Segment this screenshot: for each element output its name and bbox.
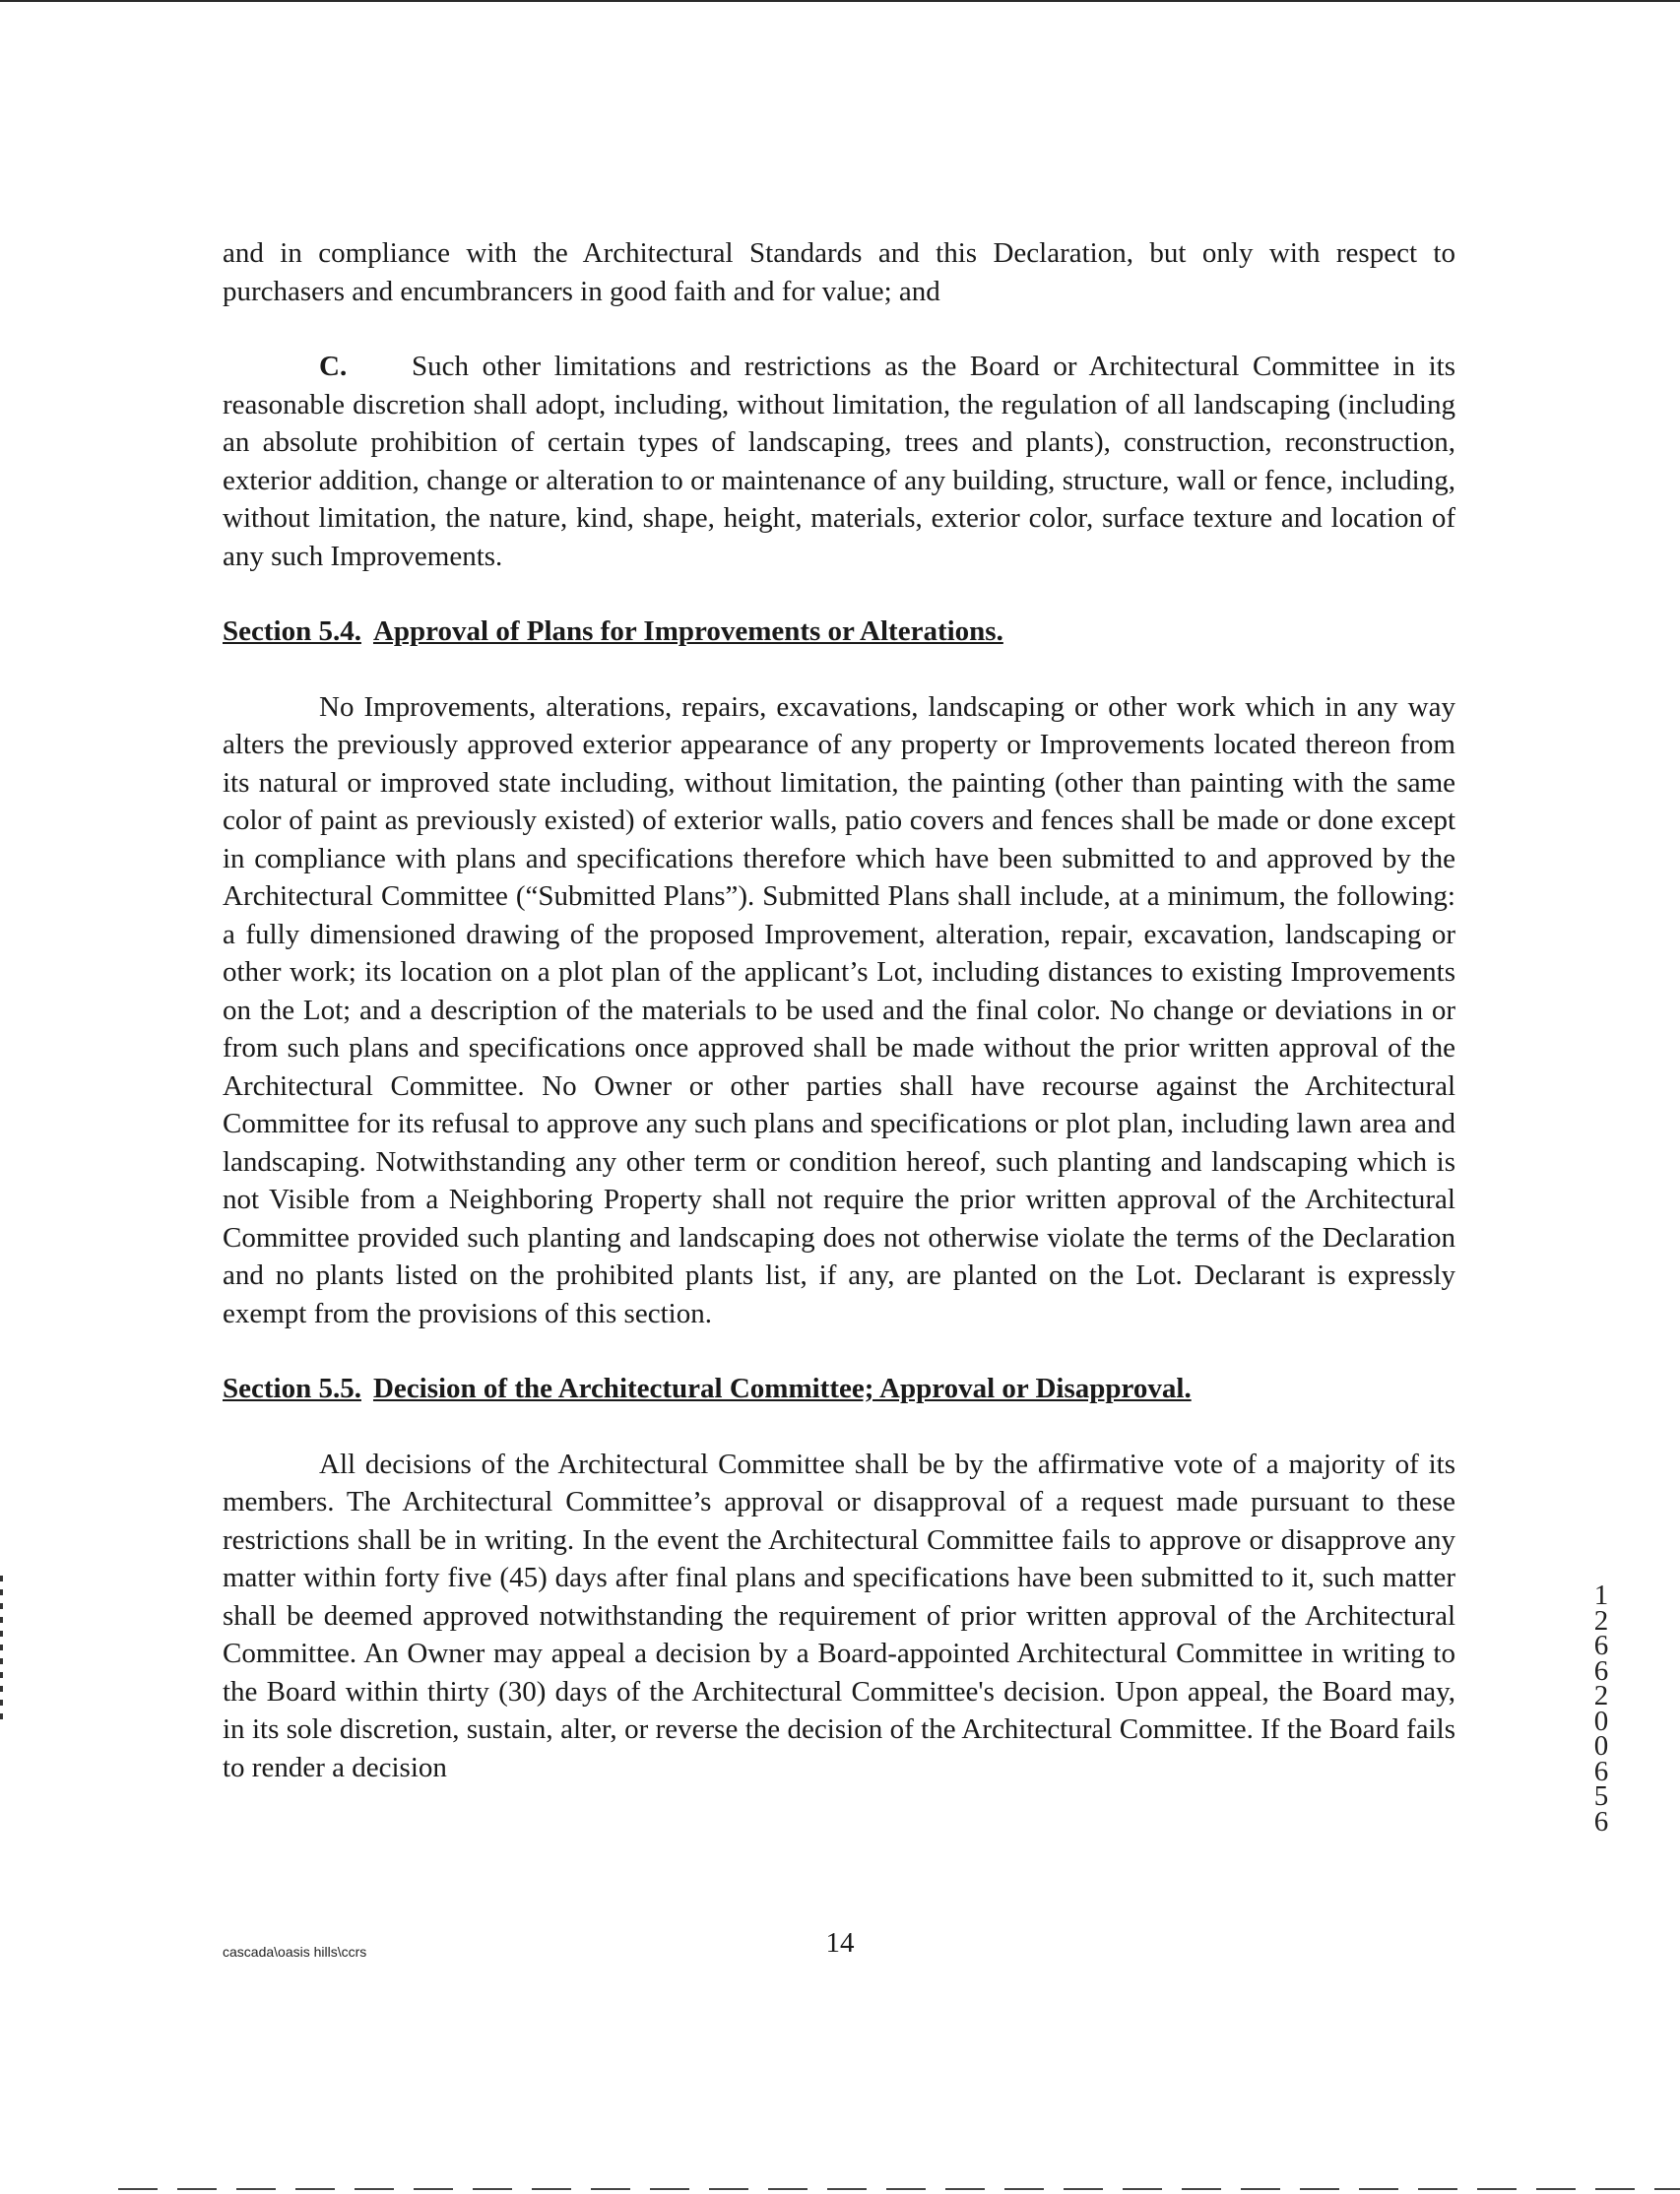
subsection-c-label: C. [319, 351, 348, 382]
scan-edge-top [0, 0, 1680, 2]
stamp-digit: 1 [1593, 1580, 1609, 1611]
section-5-4-heading [223, 613, 1455, 651]
section-5-4-body: No Improvements, alterations, repairs, excavations, landscaping or other work which in any way alters the previously approved exterior appearance of any property or Improvements located thereon from its natural or improved state including, without limitation, the painting (other than painting with the same color of paint as previously existed) of exterior walls, patio covers and fences shall be made or done except in compliance with plans and specifications therefore which have been submitted to and approved by the Architectural Committee (“Submitted Plans”). Submitted Plans shall include, at a minimum, the following: a fully dimensioned drawing of the proposed Improvement, alteration, repair, excavation, landscaping or other work; its location on a plot plan of the applicant’s Lot, including distances to existing Improvements on the Lot; and a description of the materials to be used and the final color. No change or deviations in or from such plans and specifications once approved shall be made without the prior written approval of the Architectural Committee. No Owner or other parties shall have recourse against the Architectural Committee for its refusal to approve any such plans and specifications or plot plan, including lawn area and landscaping. Notwithstanding any other term or condition hereof, such planting and landscaping which is not Visible from a Neighboring Property shall not require the prior written approval of the Architectural Committee provided such planting and landscaping does not otherwise violate the terms of the Declaration and no plants listed on the prohibited plants list, if any, are planted on the Lot. Declarant is expressly exempt from the provisions of this section. [223, 690, 1455, 1329]
stamp-digit: 0 [1593, 1705, 1609, 1737]
section-5-4-title: Approval of Plans for Improvements or Alterations. [372, 615, 1003, 647]
stamp-digit: 6 [1593, 1755, 1609, 1787]
stamp-digit: 5 [1593, 1780, 1609, 1812]
page-number: 14 [825, 1927, 855, 1959]
section-5-5-number: Section 5.5. [223, 1373, 361, 1404]
stamp-digit: 2 [1593, 1604, 1609, 1637]
stamp-digit: 6 [1593, 1654, 1609, 1687]
continuation-paragraph: and in compliance with the Architectural Standards and this Declaration, but only with respect to purchasers and encumbrancers in good faith and for value; and [223, 237, 1455, 307]
section-5-5-body: All decisions of the Architectural Committee shall be by the affirmative vote of a majority of its members. The Architectural Committee’s approval or disapproval of a request made pursuant to these restrictions shall be in writing. In the event the Architectural Committee fails to approve or disapprove any matter within forty five (45) days after final plans and specifications have been submitted to it, such matter shall be deemed approved notwithstanding the requirement of prior written approval of the Architectural Committee. An Owner may appeal a decision by a Board-appointed Architectural Committee in writing to the Board within thirty (30) days of the Architectural Committee's decision. Upon appeal, the Board may, in its sole discretion, sustain, alter, or reverse the decision of the Architectural Committee. If the Board fails to render a decision [223, 1448, 1455, 1783]
section-5-5-heading [223, 1370, 1455, 1408]
margin-document-number [1590, 1580, 1612, 1838]
spacer [223, 310, 1455, 348]
subsection-c-text: Such other limitations and restrictions as the Board or Architectural Committee in its reasonable discretion shall adopt, including, without limitation, the regulation of all landscaping (including an absolute prohibition of certain types of landscaping, trees and plants), construction, reconstruction, exterior addition, change or alteration to or maintenance of any building, structure, wall or fence, including, without limitation, the nature, kind, shape, height, materials, exterior color, surface texture and location of any such Improvements. [223, 351, 1455, 572]
spacer [223, 1408, 1455, 1446]
footer-file-path: cascada\oasis hills\ccrs [223, 1944, 367, 1960]
stamp-digit: 2 [1593, 1680, 1609, 1711]
stamp-digit: 6 [1593, 1630, 1609, 1661]
spacer [223, 575, 1455, 613]
section-5-5-title: Decision of the Architectural Committee; Approval or Disapproval. [372, 1373, 1192, 1404]
subsection-c [223, 348, 1455, 575]
document-body [223, 234, 1455, 1786]
scan-edge-bottom [118, 2188, 1680, 2190]
spacer [223, 651, 1455, 688]
scan-edge-left [0, 1576, 3, 1723]
stamp-digit: 6 [1593, 1805, 1609, 1838]
spacer [223, 1332, 1455, 1370]
section-5-4-number: Section 5.4. [223, 615, 361, 647]
stamp-digit: 0 [1593, 1730, 1609, 1762]
